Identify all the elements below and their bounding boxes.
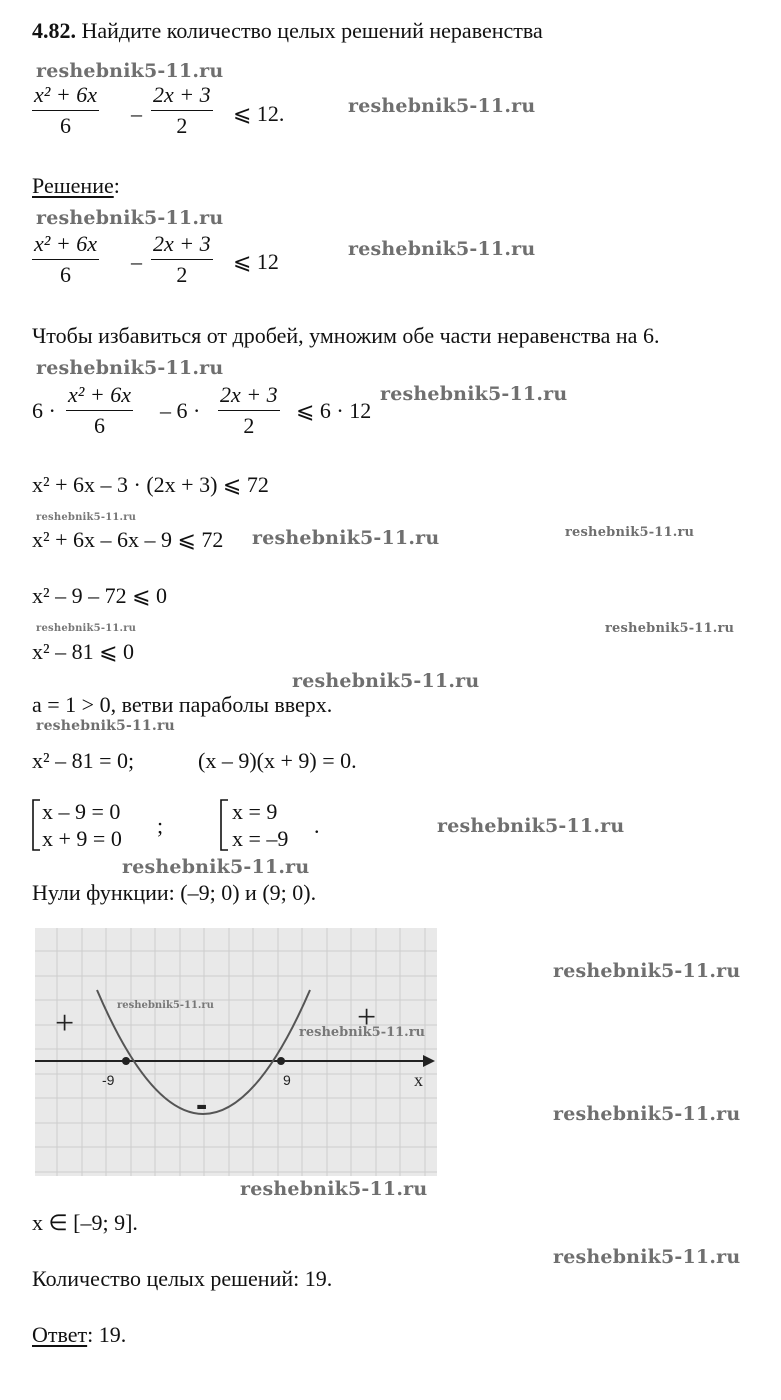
watermark: reshebnik5-11.ru [36,512,137,523]
step-text: Чтобы избавиться от дробей, умножим обе части неравенства на 6. [32,323,660,348]
interval-line: x ∈ [–9; 9]. [32,1210,138,1235]
watermark: reshebnik5-11.ru [240,1178,428,1200]
watermark: reshebnik5-11.ru [348,95,536,117]
line-3: x² – 9 – 72 ⩽ 0 [32,583,168,608]
zeros-line: Нули функции: (–9; 0) и (9; 0). [32,880,317,905]
answer-label: Ответ [32,1322,88,1347]
count-line: Количество целых решений: 19. [32,1266,333,1291]
fraction [66,382,133,439]
numerator: 2x + 3 [153,231,211,256]
system-2-line-1: x = 9 [232,799,278,824]
answer-value: : 19. [87,1322,127,1347]
numerator: 2x + 3 [153,82,211,107]
numerator: 2x + 3 [220,382,278,407]
fraction [151,82,213,139]
inequality-tail: ⩽ 12 [233,249,279,274]
system-2-line-2: x = –9 [232,826,289,851]
watermark: reshebnik5-11.ru [36,718,175,734]
watermark: reshebnik5-11.ru [36,357,224,379]
graph-background [35,928,437,1176]
solution-label: Решение: [32,173,120,198]
line-6a: x² – 81 = 0; [32,748,135,773]
watermark: reshebnik5-11.ru [292,670,480,692]
fraction [32,82,99,139]
bracket-right [218,799,230,851]
fraction [32,231,99,288]
line-1: x² + 6x – 3 · (2x + 3) ⩽ 72 [32,472,269,497]
denominator: 2 [176,262,188,287]
parabola-graph [35,928,437,1176]
system-1-line-2: x + 9 = 0 [42,826,122,851]
line-4: x² – 81 ⩽ 0 [32,639,135,664]
inequality-tail: ⩽ 12. [233,101,285,126]
mult-mid: – 6 · [160,398,201,423]
root-label-right: 9 [283,1072,291,1088]
system-separator: ; [157,813,164,838]
answer-line [32,1322,126,1348]
numerator: x² + 6x [34,82,97,107]
watermark: reshebnik5-11.ru [299,1025,426,1040]
problem-header [32,18,543,44]
fraction [218,382,280,439]
plus-right: + [357,999,377,1036]
watermark: reshebnik5-11.ru [252,527,440,549]
fraction [151,231,213,288]
denominator: 6 [59,113,71,138]
problem-statement: Найдите количество целых решений неравенства [81,18,543,43]
line-2: x² + 6x – 6x – 9 ⩽ 72 [32,527,224,552]
mult-six: 6 · [32,398,56,423]
watermark: reshebnik5-11.ru [380,383,568,405]
numerator: x² + 6x [34,231,97,256]
bracket-left [30,799,42,851]
watermark: reshebnik5-11.ru [122,856,310,878]
watermark: reshebnik5-11.ru [36,623,137,634]
watermark: reshebnik5-11.ru [117,1000,214,1011]
mult-tail: ⩽ 6 · 12 [296,398,372,423]
watermark: reshebnik5-11.ru [553,1246,741,1268]
watermark: reshebnik5-11.ru [565,525,695,540]
line-6b: (x – 9)(x + 9) = 0. [198,748,357,773]
watermark: reshebnik5-11.ru [553,960,741,982]
line-5: a = 1 > 0, ветви параболы вверх. [32,692,333,717]
numerator: x² + 6x [68,382,131,407]
watermark: reshebnik5-11.ru [348,238,536,260]
watermark: reshebnik5-11.ru [553,1103,741,1125]
watermark: reshebnik5-11.ru [36,60,224,82]
denominator: 6 [93,413,105,438]
minus-sign: – [131,101,142,126]
system-end: . [314,813,320,838]
root-label-left: -9 [102,1072,115,1088]
watermark: reshebnik5-11.ru [437,815,625,837]
minus-sign: – [131,249,142,274]
denominator: 2 [176,113,188,138]
plus-left: + [55,1005,75,1042]
system-1-line-1: x – 9 = 0 [42,799,121,824]
watermark: reshebnik5-11.ru [605,621,735,636]
watermark: reshebnik5-11.ru [36,207,224,229]
denominator: 6 [59,262,71,287]
root-point-left [122,1057,130,1065]
minus-region: - [196,1086,208,1124]
axis-label-x: x [414,1070,423,1090]
denominator: 2 [243,413,255,438]
root-point-right [277,1057,285,1065]
problem-number: 4.82. [32,18,76,43]
